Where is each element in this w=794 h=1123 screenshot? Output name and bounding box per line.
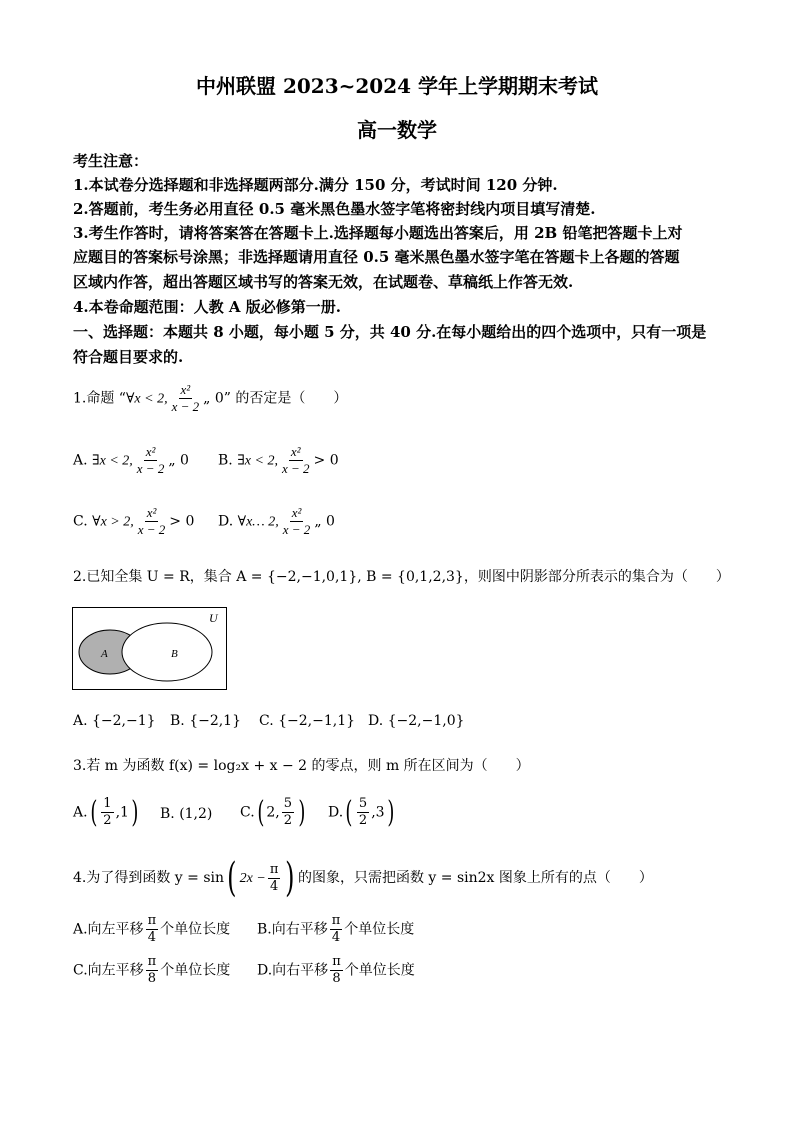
q4-suffix: 的图象，只需把函数 y = sin2x 图象上所有的点（ ） bbox=[297, 870, 653, 886]
q3-option-b: B. (1,2) bbox=[160, 806, 213, 822]
q3-c-lparen: ( bbox=[257, 795, 265, 830]
q1-forall: ∀x < 2, bbox=[125, 391, 168, 407]
q3-a-rparen: ) bbox=[131, 795, 139, 830]
note-4: 4.本卷命题范围：人教 A 版必修第一册. bbox=[73, 298, 341, 316]
q1-a-label: A. bbox=[73, 452, 88, 469]
q3-d-rest: ,3 bbox=[371, 804, 385, 821]
q4-prefix: 4.为了得到函数 y = sin bbox=[73, 870, 225, 886]
q3-d-den: 2 bbox=[358, 813, 368, 828]
q1-b-num: x² bbox=[290, 444, 301, 459]
section-heading-line2: 符合题目要求的. bbox=[73, 348, 184, 366]
q1-c-label: C. bbox=[73, 513, 88, 530]
q4-c-num: π bbox=[147, 954, 157, 969]
q4-d-pre: D.向右平移 bbox=[257, 962, 329, 979]
q3-d-fraction bbox=[357, 796, 369, 829]
q4-c-fraction bbox=[146, 954, 159, 987]
q4-c-pre: C.向左平移 bbox=[73, 962, 144, 979]
q1-suffix: ” 的否定是（ ） bbox=[223, 390, 348, 407]
q1-option-d bbox=[218, 505, 335, 538]
q3-c-den: 2 bbox=[283, 813, 293, 828]
q2-option-a: A. {−2,−1} bbox=[73, 713, 156, 729]
q3-c-label: C. bbox=[240, 804, 255, 821]
q1-d-cmp: „ 0 bbox=[314, 513, 335, 530]
venn-label-u: U bbox=[209, 611, 218, 625]
q4-c-den: 8 bbox=[147, 971, 157, 986]
q1-option-c bbox=[73, 505, 194, 538]
q1-a-den: x − 2 bbox=[136, 461, 165, 476]
q4-fraction bbox=[268, 862, 281, 895]
notes-heading: 考生注意： bbox=[73, 152, 149, 170]
q3-option-c bbox=[240, 795, 308, 830]
q2-option-b: B. {−2,1} bbox=[170, 713, 241, 729]
q1-b-fraction bbox=[280, 444, 312, 477]
venn-label-b: B bbox=[171, 648, 178, 660]
q4-d-den: 8 bbox=[332, 971, 341, 986]
exam-subtitle: 高一数学 bbox=[357, 118, 437, 142]
q1-b-cmp: > 0 bbox=[313, 452, 339, 469]
q4-d-num: π bbox=[332, 954, 341, 969]
q3-c-rparen: ) bbox=[298, 795, 306, 830]
q4-a-den: 4 bbox=[147, 930, 156, 945]
note-2: 2.答题前，考生务必用直径 0.5 毫米黑色墨水签字笔将密封线内项目填写清楚. bbox=[73, 200, 596, 218]
q1-den: x − 2 bbox=[171, 399, 200, 414]
q3-a-fraction bbox=[101, 796, 113, 829]
question-4 bbox=[73, 855, 653, 901]
q3-c-num: 5 bbox=[283, 796, 293, 811]
q4-d-fraction bbox=[330, 954, 343, 987]
note-3c: 区域内作答，超出答题区域书写的答案无效，在试题卷、草稿纸上作答无效. bbox=[73, 273, 574, 291]
question-3: 3.若 m 为函数 f(x) = log₂x + x − 2 的零点，则 m 所在区间为（ ） bbox=[73, 758, 530, 774]
q1-a-pre: ∃x < 2, bbox=[92, 453, 133, 469]
q1-c-pre: ∀x > 2, bbox=[92, 514, 134, 530]
q3-a-den: 2 bbox=[103, 813, 112, 828]
q3-option-a bbox=[73, 795, 141, 830]
q1-a-num: x² bbox=[145, 444, 156, 459]
q1-c-den: x − 2 bbox=[137, 522, 166, 537]
q4-b-post: 个单位长度 bbox=[344, 921, 415, 938]
q1-d-pre: ∀x… 2, bbox=[237, 514, 279, 530]
venn-diagram bbox=[72, 607, 228, 691]
q3-c-fraction bbox=[282, 796, 294, 829]
q4-inner: 2x − bbox=[239, 871, 266, 886]
q1-c-num: x² bbox=[146, 505, 157, 520]
q3-d-label: D. bbox=[328, 804, 344, 821]
q1-cmp: „ 0 bbox=[203, 390, 224, 407]
q3-d-lparen: ( bbox=[345, 795, 353, 830]
note-1: 1.本试卷分选择题和非选择题两部分.满分 150 分，考试时间 120 分钟. bbox=[73, 176, 558, 194]
q1-option-b bbox=[218, 444, 339, 477]
q1-b-den: x − 2 bbox=[281, 461, 310, 476]
q4-lparen: ( bbox=[227, 855, 237, 901]
q4-a-post: 个单位长度 bbox=[160, 921, 231, 938]
q4-d-post: 个单位长度 bbox=[344, 962, 415, 979]
q1-c-fraction bbox=[136, 505, 168, 538]
q4-den: 4 bbox=[269, 878, 279, 894]
q1-option-a bbox=[73, 444, 189, 477]
q3-d-num: 5 bbox=[358, 796, 368, 811]
q3-a-lparen: ( bbox=[89, 795, 97, 830]
q4-c-post: 个单位长度 bbox=[160, 962, 231, 979]
note-3b: 应题目的答案标号涂黑；非选择题请用直径 0.5 毫米黑色墨水签字笔在答题卡上各题的答题 bbox=[73, 248, 680, 266]
q2-option-c: C. {−2,−1,1} bbox=[259, 713, 356, 729]
q3-a-label: A. bbox=[73, 804, 88, 821]
q1-d-label: D. bbox=[218, 513, 234, 530]
q4-b-den: 4 bbox=[331, 930, 341, 945]
venn-set-b bbox=[122, 623, 212, 681]
q1-b-pre: ∃x < 2, bbox=[237, 453, 278, 469]
q4-option-b bbox=[257, 913, 414, 946]
q4-option-d bbox=[257, 954, 415, 987]
note-3a: 3.考生作答时，请将答案答在答题卡上.选择题每小题选出答案后，用 2B 铅笔把答题卡上对 bbox=[73, 224, 683, 242]
q1-d-den: x − 2 bbox=[282, 522, 311, 537]
q1-fraction bbox=[170, 382, 202, 415]
q4-rparen: ) bbox=[285, 855, 295, 901]
q3-option-d bbox=[328, 795, 396, 830]
q1-num: x² bbox=[180, 382, 191, 397]
question-2: 2.已知全集 U = R，集合 A = {−2,−1,0,1}, B = {0,1,2,3}，则图中阴影部分所表示的集合为（ ） bbox=[73, 569, 730, 585]
q1-d-fraction bbox=[281, 505, 313, 538]
q4-a-num: π bbox=[147, 913, 157, 928]
q3-a-num: 1 bbox=[103, 796, 112, 811]
q1-prefix: 1.命题 “ bbox=[73, 390, 126, 407]
q1-d-num: x² bbox=[291, 505, 302, 520]
q1-a-cmp: „ 0 bbox=[168, 452, 189, 469]
q3-c-pre: 2, bbox=[266, 804, 280, 821]
q1-b-label: B. bbox=[218, 452, 233, 469]
q4-a-pre: A.向左平移 bbox=[73, 921, 144, 938]
q4-num: π bbox=[269, 861, 279, 877]
q4-option-c bbox=[73, 954, 230, 987]
q4-b-pre: B.向右平移 bbox=[257, 921, 328, 938]
venn-label-a: A bbox=[101, 648, 108, 660]
section-heading-line1: 一、选择题：本题共 8 小题，每小题 5 分，共 40 分.在每小题给出的四个选项中，只有一项是 bbox=[73, 323, 707, 341]
q1-c-cmp: > 0 bbox=[169, 513, 195, 530]
q4-option-a bbox=[73, 913, 230, 946]
q4-b-num: π bbox=[331, 913, 341, 928]
question-1 bbox=[73, 382, 347, 415]
q1-a-fraction bbox=[135, 444, 167, 477]
q3-d-rparen: ) bbox=[386, 795, 394, 830]
q3-a-rest: ,1 bbox=[115, 804, 129, 821]
exam-title: 中州联盟 2023~2024 学年上学期期末考试 bbox=[195, 74, 598, 98]
q4-a-fraction bbox=[146, 913, 159, 946]
q2-option-d: D. {−2,−1,0} bbox=[368, 713, 465, 729]
q4-b-fraction bbox=[330, 913, 343, 946]
